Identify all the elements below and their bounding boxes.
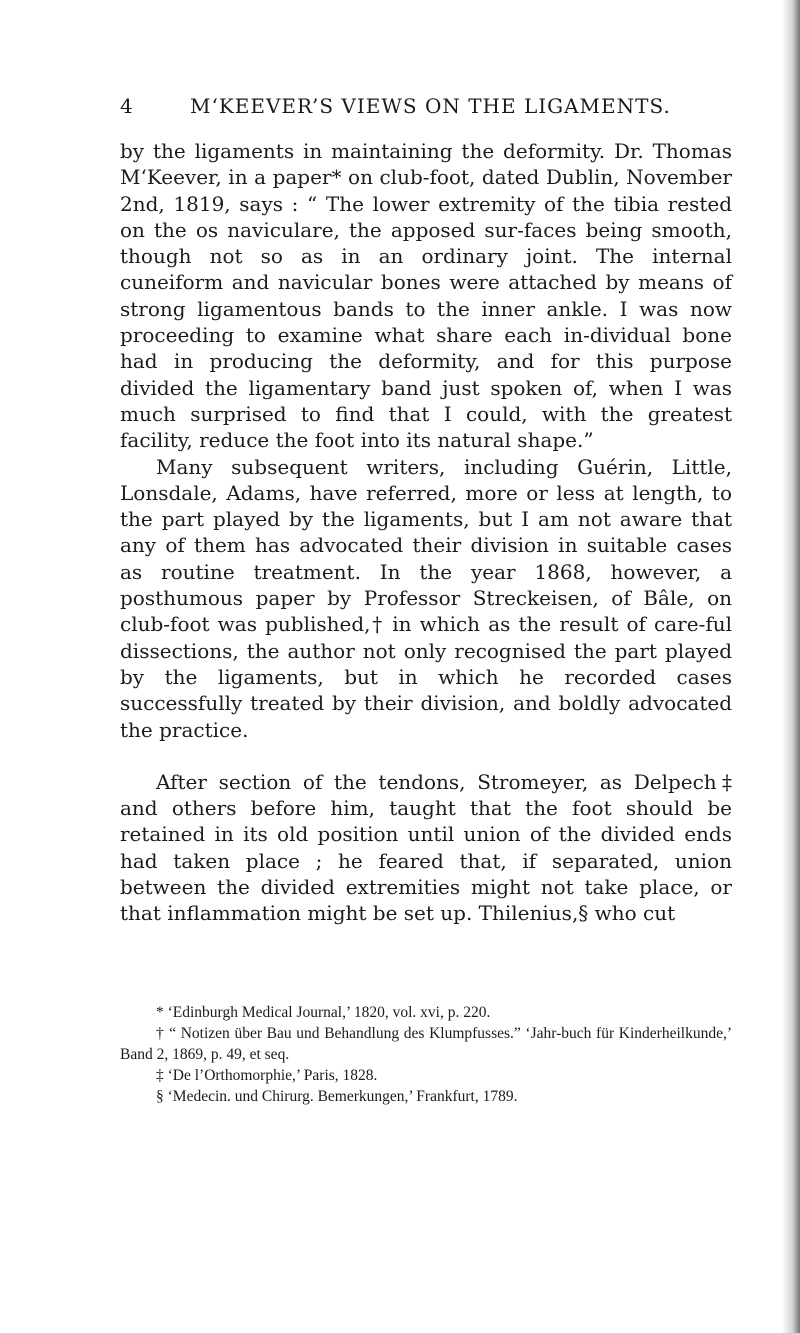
paragraph-gap [120, 743, 732, 769]
footnote: * ‘Edinburgh Medical Journal,’ 1820, vol. xvi, p. 220. [156, 1004, 491, 1021]
footnote: † “ Notizen über Bau und Behandlung des Klumpfusses.” ‘Jahr-buch für Kinderheilkunde,’ Band 2, 1869, p. 49, et seq. [120, 1025, 732, 1063]
footnotes [120, 1002, 732, 1107]
footnote: § ‘Medecin. und Chirurg. Bemerkungen,’ Frankfurt, 1789. [156, 1088, 518, 1105]
paragraph: Many subsequent writers, including Guérin, Little, Lonsdale, Adams, have referred, more or less at length, to the part played by the ligaments, but I am not aware that any of them has advocated their division in suitable cases as routine treatment. In the year 1868, however, a posthumous paper by Professor Streckeisen, of Bâle, on club-foot was published,† in which as the result of care-ful dissections, the author not only recognised the part played by the ligaments, but in which he recorded cases successfully treated by their division, and boldly advocated the practice. [120, 454, 732, 742]
paragraph: After section of the tendons, Stromeyer, as Delpech‡ and others before him, taught that the foot should be retained in its old position until union of the divided ends had taken place ; he feared that, if separated, union between the divided extremities might not take place, or that inflammation might be set up. Thilenius,§ who cut [120, 769, 732, 926]
page-edge-shadow [782, 0, 800, 1333]
running-title: M‘KEEVER’S VIEWS ON THE LIGAMENTS. [190, 94, 671, 118]
paragraph: by the ligaments in maintaining the deformity. Dr. Thomas M‘Keever, in a paper* on club-foot, dated Dublin, November 2nd, 1819, says : “ The lower extremity of the tibia rested on the os naviculare, the apposed sur-faces being smooth, though not so as in an ordinary joint. The internal cuneiform and navicular bones were attached by means of strong ligamentous bands to the inner ankle. I was now proceeding to examine what share each in-dividual bone had in producing the deformity, and for this purpose divided the ligamentary band just spoken of, when I was much surprised to find that I could, with the greatest facility, reduce the foot into its natural shape.” [120, 139, 732, 453]
running-header [120, 94, 740, 122]
footnote: ‡ ‘De l’Orthomorphie,’ Paris, 1828. [156, 1067, 378, 1084]
body-text [120, 138, 732, 927]
page-number: 4 [120, 94, 134, 118]
